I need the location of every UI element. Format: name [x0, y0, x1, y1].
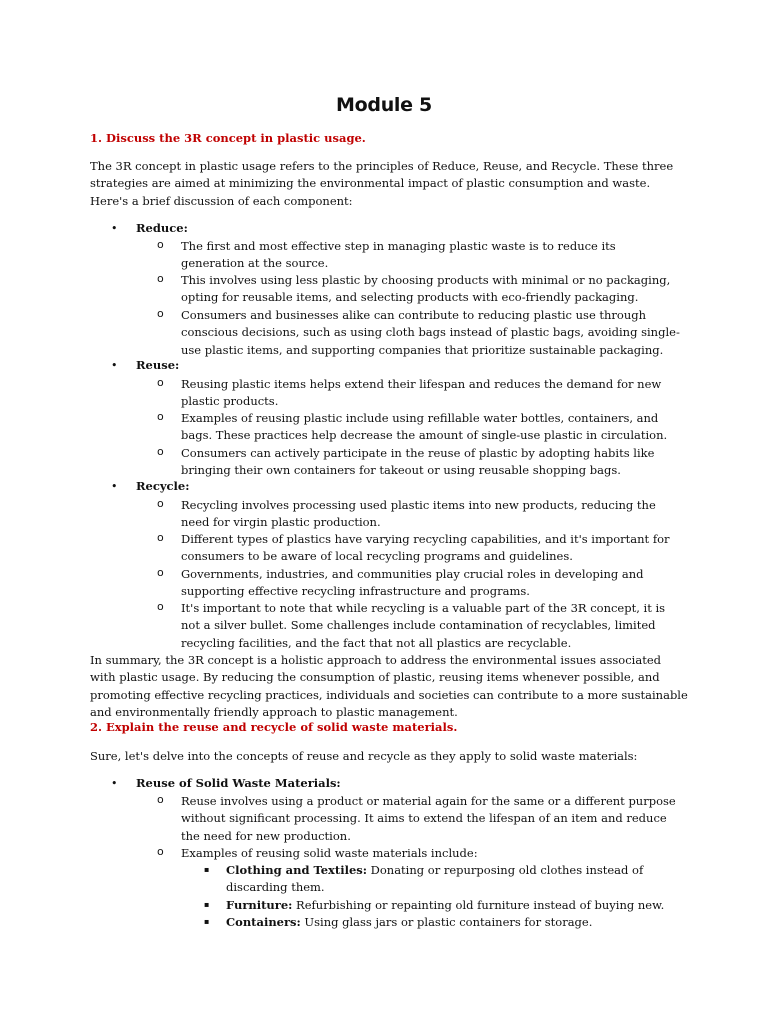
section-1-summary: In summary, the 3R concept is a holistic approach to address the environmental issues associated with plastic usage. By reducing the consumption of plastic, reusing items whenever possible, and promoting effective recycling practices, individuals and societies can contribute to a more sustainable and environmentally friendly approach to plastic management.	[90, 653, 688, 719]
example-term: Furniture:	[226, 898, 293, 912]
circle-bullet-icon: o	[157, 531, 164, 544]
example-text: Refurbishing or repainting old furniture instead of buying new.	[292, 898, 665, 912]
list-item: Recycling involves processing used plastic items into new products, reducing the need for virgin plastic production.	[181, 498, 656, 530]
section-1-intro: The 3R concept in plastic usage refers to the principles of Reduce, Reuse, and Recycle. These three strategies are aimed at minimizing the environmental impact of plastic consumption and waste. Here's a brief discussion of each component:	[90, 159, 674, 208]
square-bullet-icon: ▪	[204, 900, 210, 909]
list-item: Consumers can actively participate in the reuse of plastic by adopting habits like bringing their own containers for takeout or using reusable shopping bags.	[181, 446, 655, 478]
reduce-label: Reduce:	[136, 221, 188, 235]
reuse-label: Reuse:	[136, 358, 180, 372]
circle-bullet-icon: o	[157, 566, 164, 579]
list-item: The first and most effective step in managing plastic waste is to reduce its generation at the source.	[181, 239, 616, 271]
example-item	[226, 914, 676, 931]
circle-bullet-icon: o	[157, 376, 164, 389]
square-bullet-icon: ▪	[204, 865, 210, 874]
circle-bullet-icon: o	[157, 845, 164, 858]
circle-bullet-icon: o	[157, 445, 164, 458]
list-item: It's important to note that while recycling is a valuable part of the 3R concept, it is not a silver bullet. Some challenges include contamination of recyclables, limited recycling facilities, and the fact that not all plastics are recyclable.	[181, 601, 666, 650]
section-2-intro: Sure, let's delve into the concepts of reuse and recycle as they apply to solid waste materials:	[90, 749, 638, 763]
bullet-icon: •	[111, 480, 118, 493]
circle-bullet-icon: o	[157, 307, 164, 320]
list-item: Consumers and businesses alike can contribute to reducing plastic use through conscious decisions, such as using cloth bags instead of plastic bags, avoiding single-use plastic items, and supporting companies that prioritize sustainable packaging.	[181, 308, 680, 357]
list-item: Different types of plastics have varying recycling capabilities, and it's important for consumers to be aware of local recycling programs and guidelines.	[181, 532, 670, 564]
example-text: Donating or repurposing old clothes instead of discarding them.	[226, 863, 644, 895]
example-term: Containers:	[226, 915, 301, 929]
circle-bullet-icon: o	[157, 600, 164, 613]
section-2-heading: 2. Explain the reuse and recycle of solid waste materials.	[90, 720, 458, 734]
example-term: Clothing and Textiles:	[226, 863, 367, 877]
example-item	[226, 897, 676, 914]
circle-bullet-icon: o	[157, 410, 164, 423]
bullet-icon: •	[111, 222, 118, 235]
recycle-label: Recycle:	[136, 479, 190, 493]
list-item: Reusing plastic items helps extend their lifespan and reduces the demand for new plastic products.	[181, 377, 662, 409]
page-title: Module 5	[336, 94, 432, 116]
list-item: Examples of reusing plastic include using refillable water bottles, containers, and bags. These practices help decrease the amount of single-use plastic in circulation.	[181, 411, 668, 443]
list-item: Reuse involves using a product or material again for the same or a different purpose without significant processing. It aims to extend the lifespan of an item and reduce the need for new production.	[181, 794, 676, 843]
bullet-icon: •	[111, 777, 118, 790]
list-item: Governments, industries, and communities play crucial roles in developing and supporting effective recycling infrastructure and programs.	[181, 567, 644, 599]
bullet-icon: •	[111, 359, 118, 372]
circle-bullet-icon: o	[157, 497, 164, 510]
reuse-solid-label: Reuse of Solid Waste Materials:	[136, 776, 341, 790]
list-item: Examples of reusing solid waste materials include:	[181, 846, 478, 860]
circle-bullet-icon: o	[157, 272, 164, 285]
example-item	[226, 862, 676, 897]
circle-bullet-icon: o	[157, 238, 164, 251]
section-1-heading: 1. Discuss the 3R concept in plastic usage.	[90, 131, 366, 145]
square-bullet-icon: ▪	[204, 917, 210, 926]
example-text: Using glass jars or plastic containers for storage.	[300, 915, 593, 929]
list-item: This involves using less plastic by choosing products with minimal or no packaging, opting for reusable items, and selecting products with eco-friendly packaging.	[181, 273, 671, 305]
circle-bullet-icon: o	[157, 793, 164, 806]
